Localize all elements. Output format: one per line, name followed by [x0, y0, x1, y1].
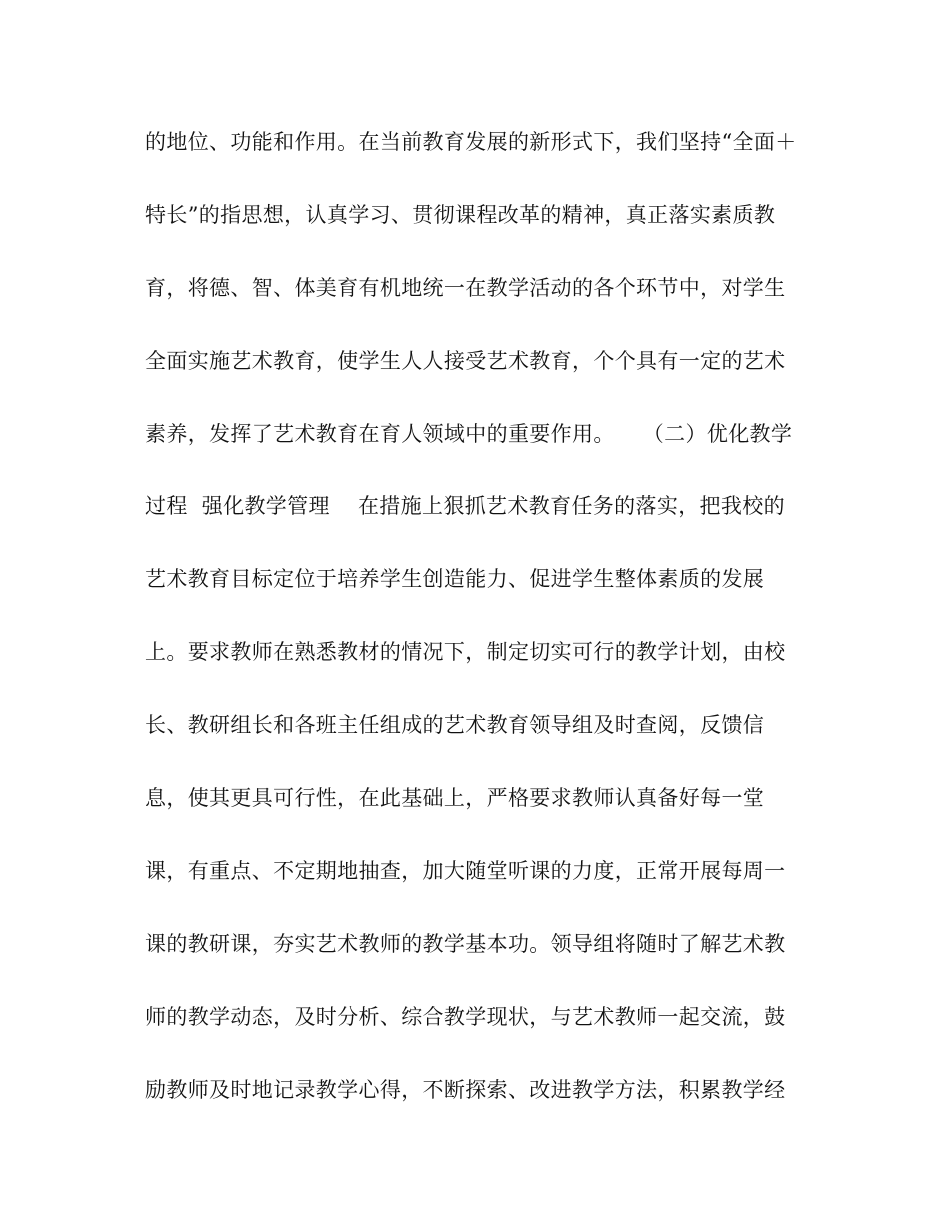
- body-text: [145, 124, 805, 1144]
- text-line: 素养，发挥了艺术教育在育人领域中的重要作用。 （二）优化教学: [145, 421, 793, 446]
- text-line: 长、教研组长和各班主任组成的艺术教育领导组及时查阅，反馈信: [145, 713, 765, 738]
- text-line: 上。要求教师在熟悉教材的情况下，制定切实可行的教学计划，由校: [145, 640, 786, 665]
- text-line: 课，有重点、不定期地抽查，加大随堂听课的力度，正常开展每周一: [145, 858, 786, 883]
- text-line: 艺术教育目标定位于培养学生创造能力、促进学生整体素质的发展: [145, 567, 765, 592]
- text-line: 全面实施艺术教育，使学生人人接受艺术教育，个个具有一定的艺术: [145, 348, 786, 373]
- text-line: 师的教学动态，及时分析、综合教学现状，与艺术教师一起交流，鼓: [145, 1004, 786, 1029]
- text-line: 特长”的指思想，认真学习、贯彻课程改革的精神，真正落实素质教: [145, 202, 776, 227]
- text-line: 过程 强化教学管理 在措施上狠抓艺术教育任务的落实，把我校的: [145, 494, 785, 519]
- text-line: 的地位、功能和作用。在当前教育发展的新形式下，我们坚持“全面＋: [145, 130, 797, 154]
- text-line: 息，使其更具可行性，在此基础上，严格要求教师认真备好每一堂: [145, 786, 765, 811]
- text-line: 育，将德、智、体美育有机地统一在教学活动的各个环节中，对学生: [145, 275, 786, 300]
- text-line: 励教师及时地记录教学心得，不断探索、改进教学方法，积累教学经: [145, 1077, 786, 1102]
- text-line: 课的教研课，夯实艺术教师的教学基本功。领导组将随时了解艺术教: [145, 931, 786, 956]
